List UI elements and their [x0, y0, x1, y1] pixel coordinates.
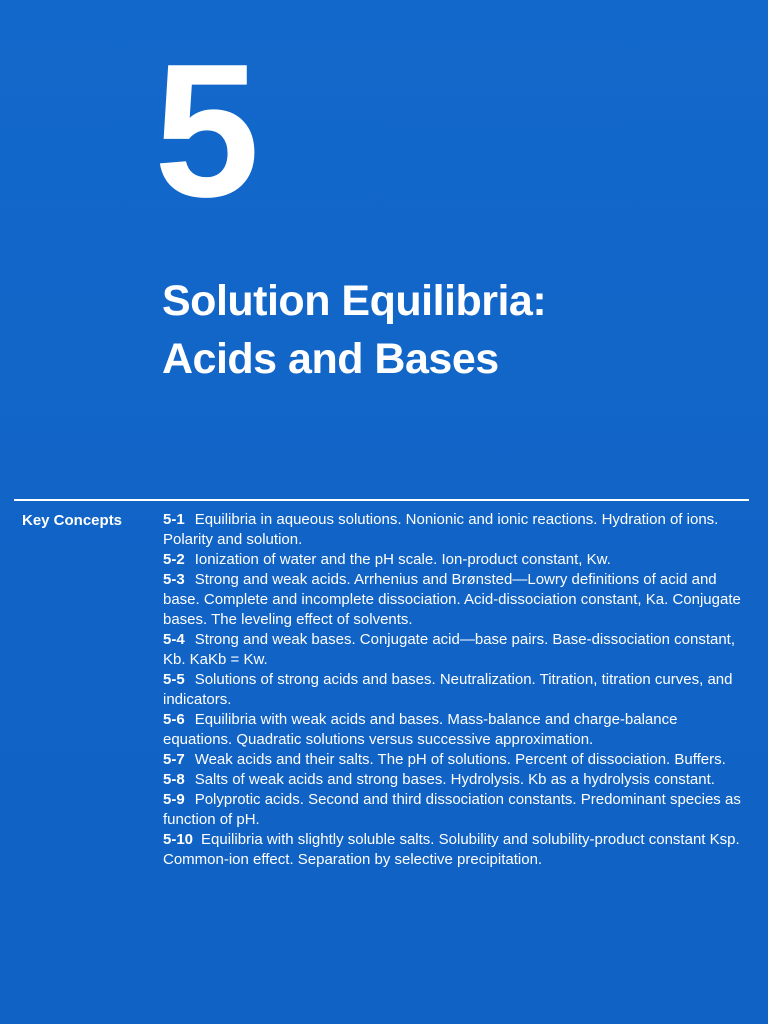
concept-number: 5-10	[163, 831, 194, 848]
concept-text: Equilibria in aqueous solutions. Nonionic and ionic reactions. Hydration of ions. Polarity and solution.	[163, 511, 719, 548]
concept-number: 5-1	[163, 511, 185, 528]
chapter-title	[162, 272, 762, 388]
concept-number: 5-7	[163, 751, 185, 768]
chapter-number: 5	[154, 25, 256, 237]
chapter-title-line-1: Solution Equilibria:	[162, 277, 547, 325]
concept-item	[163, 550, 748, 570]
concept-text: Solutions of strong acids and bases. Neutralization. Titration, titration curves, and indicators.	[163, 671, 733, 708]
key-concepts-list	[163, 510, 748, 870]
concept-number: 5-5	[163, 671, 185, 688]
chapter-title-line-2: Acids and Bases	[162, 335, 499, 383]
concept-item	[163, 770, 748, 790]
concept-number: 5-3	[163, 571, 185, 588]
concept-text: Salts of weak acids and strong bases. Hydrolysis. Kb as a hydrolysis constant.	[194, 771, 715, 788]
concept-item	[163, 630, 748, 670]
concept-text: Weak acids and their salts. The pH of solutions. Percent of dissociation. Buffers.	[194, 751, 726, 768]
section-divider	[14, 499, 749, 501]
concept-item	[163, 570, 748, 630]
concept-item	[163, 670, 748, 710]
concept-text: Strong and weak bases. Conjugate acid—base pairs. Base-dissociation constant, Kb. KaKb = Kw.	[163, 631, 736, 668]
concept-item	[163, 510, 748, 550]
concept-number: 5-8	[163, 771, 185, 788]
concept-number: 5-2	[163, 551, 185, 568]
concept-item	[163, 790, 748, 830]
concept-item	[163, 750, 748, 770]
concept-text: Equilibria with weak acids and bases. Mass-balance and charge-balance equations. Quadratic solutions versus successive approximation.	[163, 711, 678, 748]
concept-number: 5-4	[163, 631, 185, 648]
concept-number: 5-9	[163, 791, 185, 808]
key-concepts-label: Key Concepts	[22, 512, 123, 529]
concept-item	[163, 710, 748, 750]
concept-text: Ionization of water and the pH scale. Ion-product constant, Kw.	[194, 551, 611, 568]
concept-text: Polyprotic acids. Second and third dissociation constants. Predominant species as function of pH.	[163, 791, 741, 828]
concept-number: 5-6	[163, 711, 185, 728]
concept-item	[163, 830, 748, 870]
concept-text: Equilibria with slightly soluble salts. Solubility and solubility-product constant Ksp. Common-ion effect. Separation by selective precipitation.	[163, 831, 740, 868]
concept-text: Strong and weak acids. Arrhenius and Brønsted—Lowry definitions of acid and base. Complete and incomplete dissociation. Acid-dissociation constant, Ka. Conjugate bases. The leveling effect of solvents.	[163, 571, 741, 628]
